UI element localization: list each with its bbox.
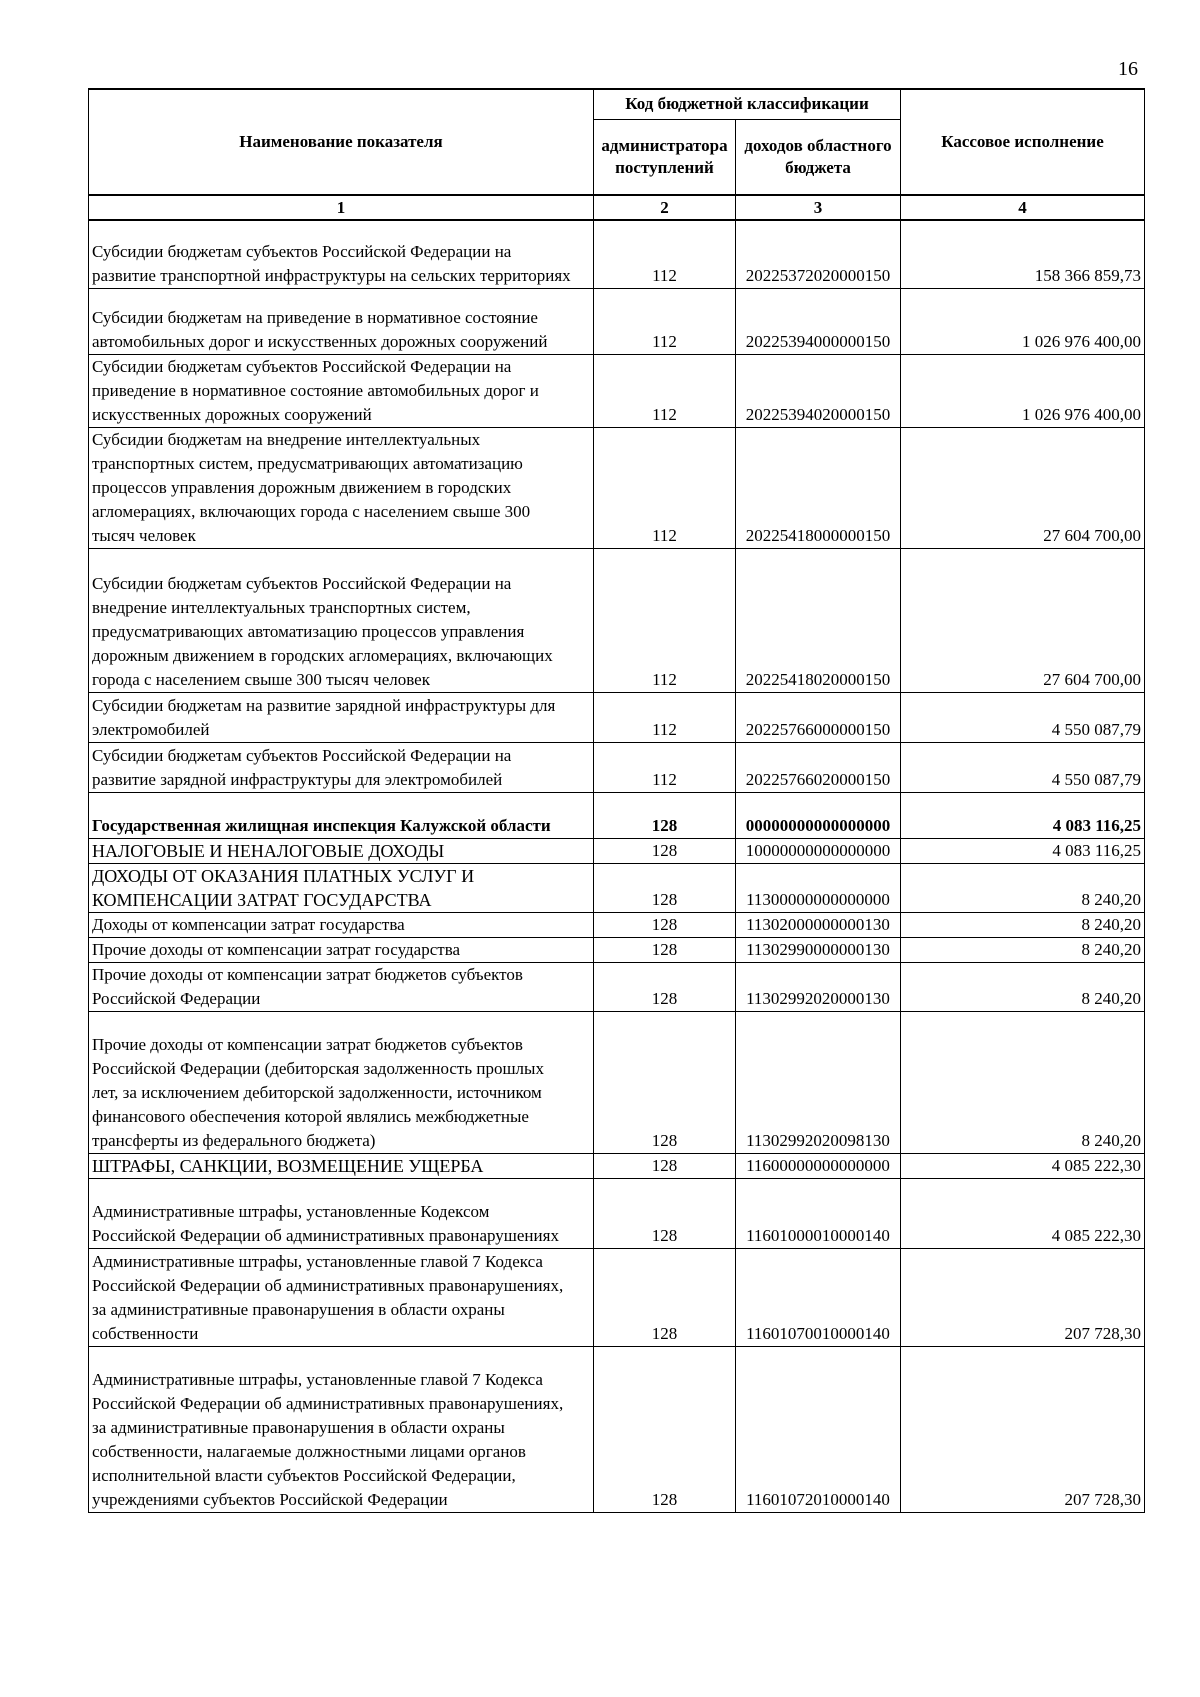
row-admin: 112 — [594, 354, 736, 427]
table-row — [89, 692, 1145, 742]
table-row — [89, 427, 1145, 548]
row-code: 20225394020000150 — [736, 354, 901, 427]
row-amount: 27 604 700,00 — [901, 427, 1145, 548]
row-admin: 112 — [594, 548, 736, 692]
table-row — [89, 1153, 1145, 1178]
row-admin: 112 — [594, 692, 736, 742]
header-num-3: 3 — [736, 195, 901, 220]
row-amount: 207 728,30 — [901, 1346, 1145, 1512]
header-num-4: 4 — [901, 195, 1145, 220]
row-name: Субсидии бюджетам на приведение в нормативное состояние автомобильных дорог и искусственных дорожных сооружений — [89, 288, 594, 354]
row-name: Субсидии бюджетам субъектов Российской Федерации на внедрение интеллектуальных транспортных систем, предусматривающих автоматизацию процессов управления дорожным движением в городских агломерациях, включающих города с населением свыше 300 тысяч человек — [89, 548, 594, 692]
table-row — [89, 742, 1145, 792]
row-amount: 4 550 087,79 — [901, 742, 1145, 792]
row-code: 20225766000000150 — [736, 692, 901, 742]
row-name: Прочие доходы от компенсации затрат государства — [89, 937, 594, 962]
row-name: Доходы от компенсации затрат государства — [89, 912, 594, 937]
row-admin: 128 — [594, 912, 736, 937]
row-amount: 8 240,20 — [901, 1011, 1145, 1153]
row-admin: 128 — [594, 1153, 736, 1178]
row-admin: 128 — [594, 792, 736, 838]
row-code: 11302992020098130 — [736, 1011, 901, 1153]
row-amount: 4 550 087,79 — [901, 692, 1145, 742]
row-amount: 1 026 976 400,00 — [901, 354, 1145, 427]
table-row — [89, 1011, 1145, 1153]
header-code-group: Код бюджетной классификации — [594, 89, 901, 119]
row-code: 11601000010000140 — [736, 1178, 901, 1248]
table-row — [89, 220, 1145, 288]
header-admin: администратора поступлений — [594, 119, 736, 195]
row-amount: 8 240,20 — [901, 937, 1145, 962]
row-code: 20225394000000150 — [736, 288, 901, 354]
row-name: Административные штрафы, установленные главой 7 Кодекса Российской Федерации об административных правонарушениях, за административные правонарушения в области охраны собственности — [89, 1248, 594, 1346]
row-code: 20225418020000150 — [736, 548, 901, 692]
row-name: Субсидии бюджетам на развитие зарядной инфраструктуры для электромобилей — [89, 692, 594, 742]
row-amount: 4 083 116,25 — [901, 792, 1145, 838]
row-code: 20225418000000150 — [736, 427, 901, 548]
row-admin: 128 — [594, 962, 736, 1011]
row-amount: 8 240,20 — [901, 912, 1145, 937]
row-amount: 4 083 116,25 — [901, 838, 1145, 863]
table-row — [89, 962, 1145, 1011]
row-name: Субсидии бюджетам субъектов Российской Федерации на развитие зарядной инфраструктуры для электромобилей — [89, 742, 594, 792]
page-number: 16 — [1118, 58, 1138, 80]
row-amount: 8 240,20 — [901, 962, 1145, 1011]
row-amount: 4 085 222,30 — [901, 1178, 1145, 1248]
row-code: 00000000000000000 — [736, 792, 901, 838]
row-name: Субсидии бюджетам субъектов Российской Федерации на развитие транспортной инфраструктуры на сельских территориях — [89, 220, 594, 288]
row-code: 20225766020000150 — [736, 742, 901, 792]
row-name: Государственная жилищная инспекция Калужской области — [89, 792, 594, 838]
row-name: ДОХОДЫ ОТ ОКАЗАНИЯ ПЛАТНЫХ УСЛУГ И КОМПЕНСАЦИИ ЗАТРАТ ГОСУДАРСТВА — [89, 863, 594, 912]
table-row — [89, 288, 1145, 354]
row-amount: 8 240,20 — [901, 863, 1145, 912]
table-row — [89, 1248, 1145, 1346]
row-name: Прочие доходы от компенсации затрат бюджетов субъектов Российской Федерации (дебиторская задолженность прошлых лет, за исключением дебиторской задолженности, источником финансового обеспечения которой являлись межбюджетные трансферты из федерального бюджета) — [89, 1011, 594, 1153]
row-code: 10000000000000000 — [736, 838, 901, 863]
row-admin: 128 — [594, 1178, 736, 1248]
row-name: НАЛОГОВЫЕ И НЕНАЛОГОВЫЕ ДОХОДЫ — [89, 838, 594, 863]
row-code: 11302992020000130 — [736, 962, 901, 1011]
row-admin: 112 — [594, 742, 736, 792]
row-name: Административные штрафы, установленные главой 7 Кодекса Российской Федерации об административных правонарушениях, за административные правонарушения в области охраны собственности, налагаемые должностными лицами органов исполнительной власти субъектов Российской Федерации, учреждениями субъектов Российской Федерации — [89, 1346, 594, 1512]
row-amount: 1 026 976 400,00 — [901, 288, 1145, 354]
row-name: Прочие доходы от компенсации затрат бюджетов субъектов Российской Федерации — [89, 962, 594, 1011]
table-row — [89, 838, 1145, 863]
row-amount: 27 604 700,00 — [901, 548, 1145, 692]
row-amount: 4 085 222,30 — [901, 1153, 1145, 1178]
table-row — [89, 912, 1145, 937]
table-row — [89, 792, 1145, 838]
row-admin: 128 — [594, 937, 736, 962]
header-num-2: 2 — [594, 195, 736, 220]
row-amount: 158 366 859,73 — [901, 220, 1145, 288]
table-row — [89, 1178, 1145, 1248]
table-row — [89, 1346, 1145, 1512]
row-code: 20225372020000150 — [736, 220, 901, 288]
row-admin: 112 — [594, 427, 736, 548]
row-admin: 128 — [594, 1011, 736, 1153]
row-name: ШТРАФЫ, САНКЦИИ, ВОЗМЕЩЕНИЕ УЩЕРБА — [89, 1153, 594, 1178]
table-row — [89, 354, 1145, 427]
row-code: 11300000000000000 — [736, 863, 901, 912]
row-amount: 207 728,30 — [901, 1248, 1145, 1346]
header-income: доходов областного бюджета — [736, 119, 901, 195]
row-code: 11302990000000130 — [736, 937, 901, 962]
row-admin: 112 — [594, 288, 736, 354]
row-admin: 128 — [594, 1248, 736, 1346]
table-row — [89, 548, 1145, 692]
table-row — [89, 863, 1145, 912]
row-code: 11601070010000140 — [736, 1248, 901, 1346]
row-name: Субсидии бюджетам субъектов Российской Федерации на приведение в нормативное состояние автомобильных дорог и искусственных дорожных сооружений — [89, 354, 594, 427]
row-code: 11601072010000140 — [736, 1346, 901, 1512]
row-admin: 128 — [594, 863, 736, 912]
row-code: 11302000000000130 — [736, 912, 901, 937]
budget-table — [88, 88, 1145, 1513]
row-admin: 128 — [594, 838, 736, 863]
row-name: Субсидии бюджетам на внедрение интеллектуальных транспортных систем, предусматривающих автоматизацию процессов управления дорожным движением в городских агломерациях, включающих города с населением свыше 300 тысяч человек — [89, 427, 594, 548]
row-code: 11600000000000000 — [736, 1153, 901, 1178]
header-execution: Кассовое исполнение — [901, 89, 1145, 195]
header-name: Наименование показателя — [89, 89, 594, 195]
row-name: Административные штрафы, установленные Кодексом Российской Федерации об административных правонарушениях — [89, 1178, 594, 1248]
row-admin: 128 — [594, 1346, 736, 1512]
table-row — [89, 937, 1145, 962]
header-num-1: 1 — [89, 195, 594, 220]
row-admin: 112 — [594, 220, 736, 288]
